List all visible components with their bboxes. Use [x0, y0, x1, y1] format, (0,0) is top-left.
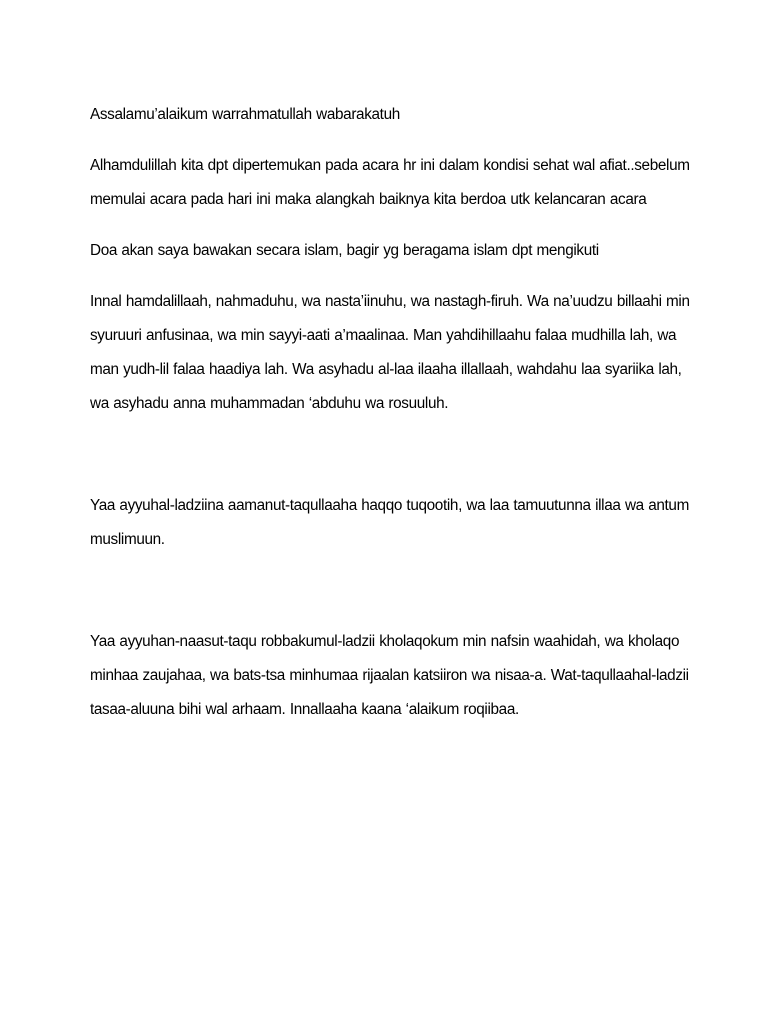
intro-paragraph: Alhamdulillah kita dpt dipertemukan pada acara hr ini dalam kondisi sehat wal afiat..sebelum memulai acara pada hari ini maka alangkah baiknya kita berdoa utk kelancaran acara [90, 157, 690, 208]
verse-paragraph-2: Yaa ayyuhan-naasut-taqu robbakumul-ladzii kholaqokum min nafsin waahidah, wa kholaqo minhaa zaujahaa, wa bats-tsa minhumaa rijaalan katsiiron wa nisaa-a. Wat-taqullaahal-ladzii tasaa-aluuna bihi wal arhaam. Innallaaha kaana ‘alaikum roqiibaa. [90, 633, 689, 718]
document-body [90, 98, 690, 727]
verse-paragraph-1: Yaa ayyuhal-ladziina aamanut-taqullaaha haqqo tuqootih, wa laa tamuutunna illaa wa antum muslimuun. [90, 497, 689, 548]
greeting-paragraph: Assalamu’alaikum warrahmatullah wabarakatuh [90, 106, 400, 123]
notice-paragraph: Doa akan saya bawakan secara islam, bagir yg beragama islam dpt mengikuti [90, 242, 599, 259]
opening-prayer-paragraph: Innal hamdalillaah, nahmaduhu, wa nasta’iinuhu, wa nastagh-firuh. Wa na’uudzu billaahi min syuruuri anfusinaa, wa min sayyi-aati a’maalinaa. Man yahdihillaahu falaa mudhilla lah, wa man yudh-lil falaa haadiya lah. Wa asyhadu al-laa ilaaha illallaah, wahdahu laa syariika lah, wa asyhadu anna muhammadan ‘abduhu wa rosuuluh. [90, 293, 690, 412]
